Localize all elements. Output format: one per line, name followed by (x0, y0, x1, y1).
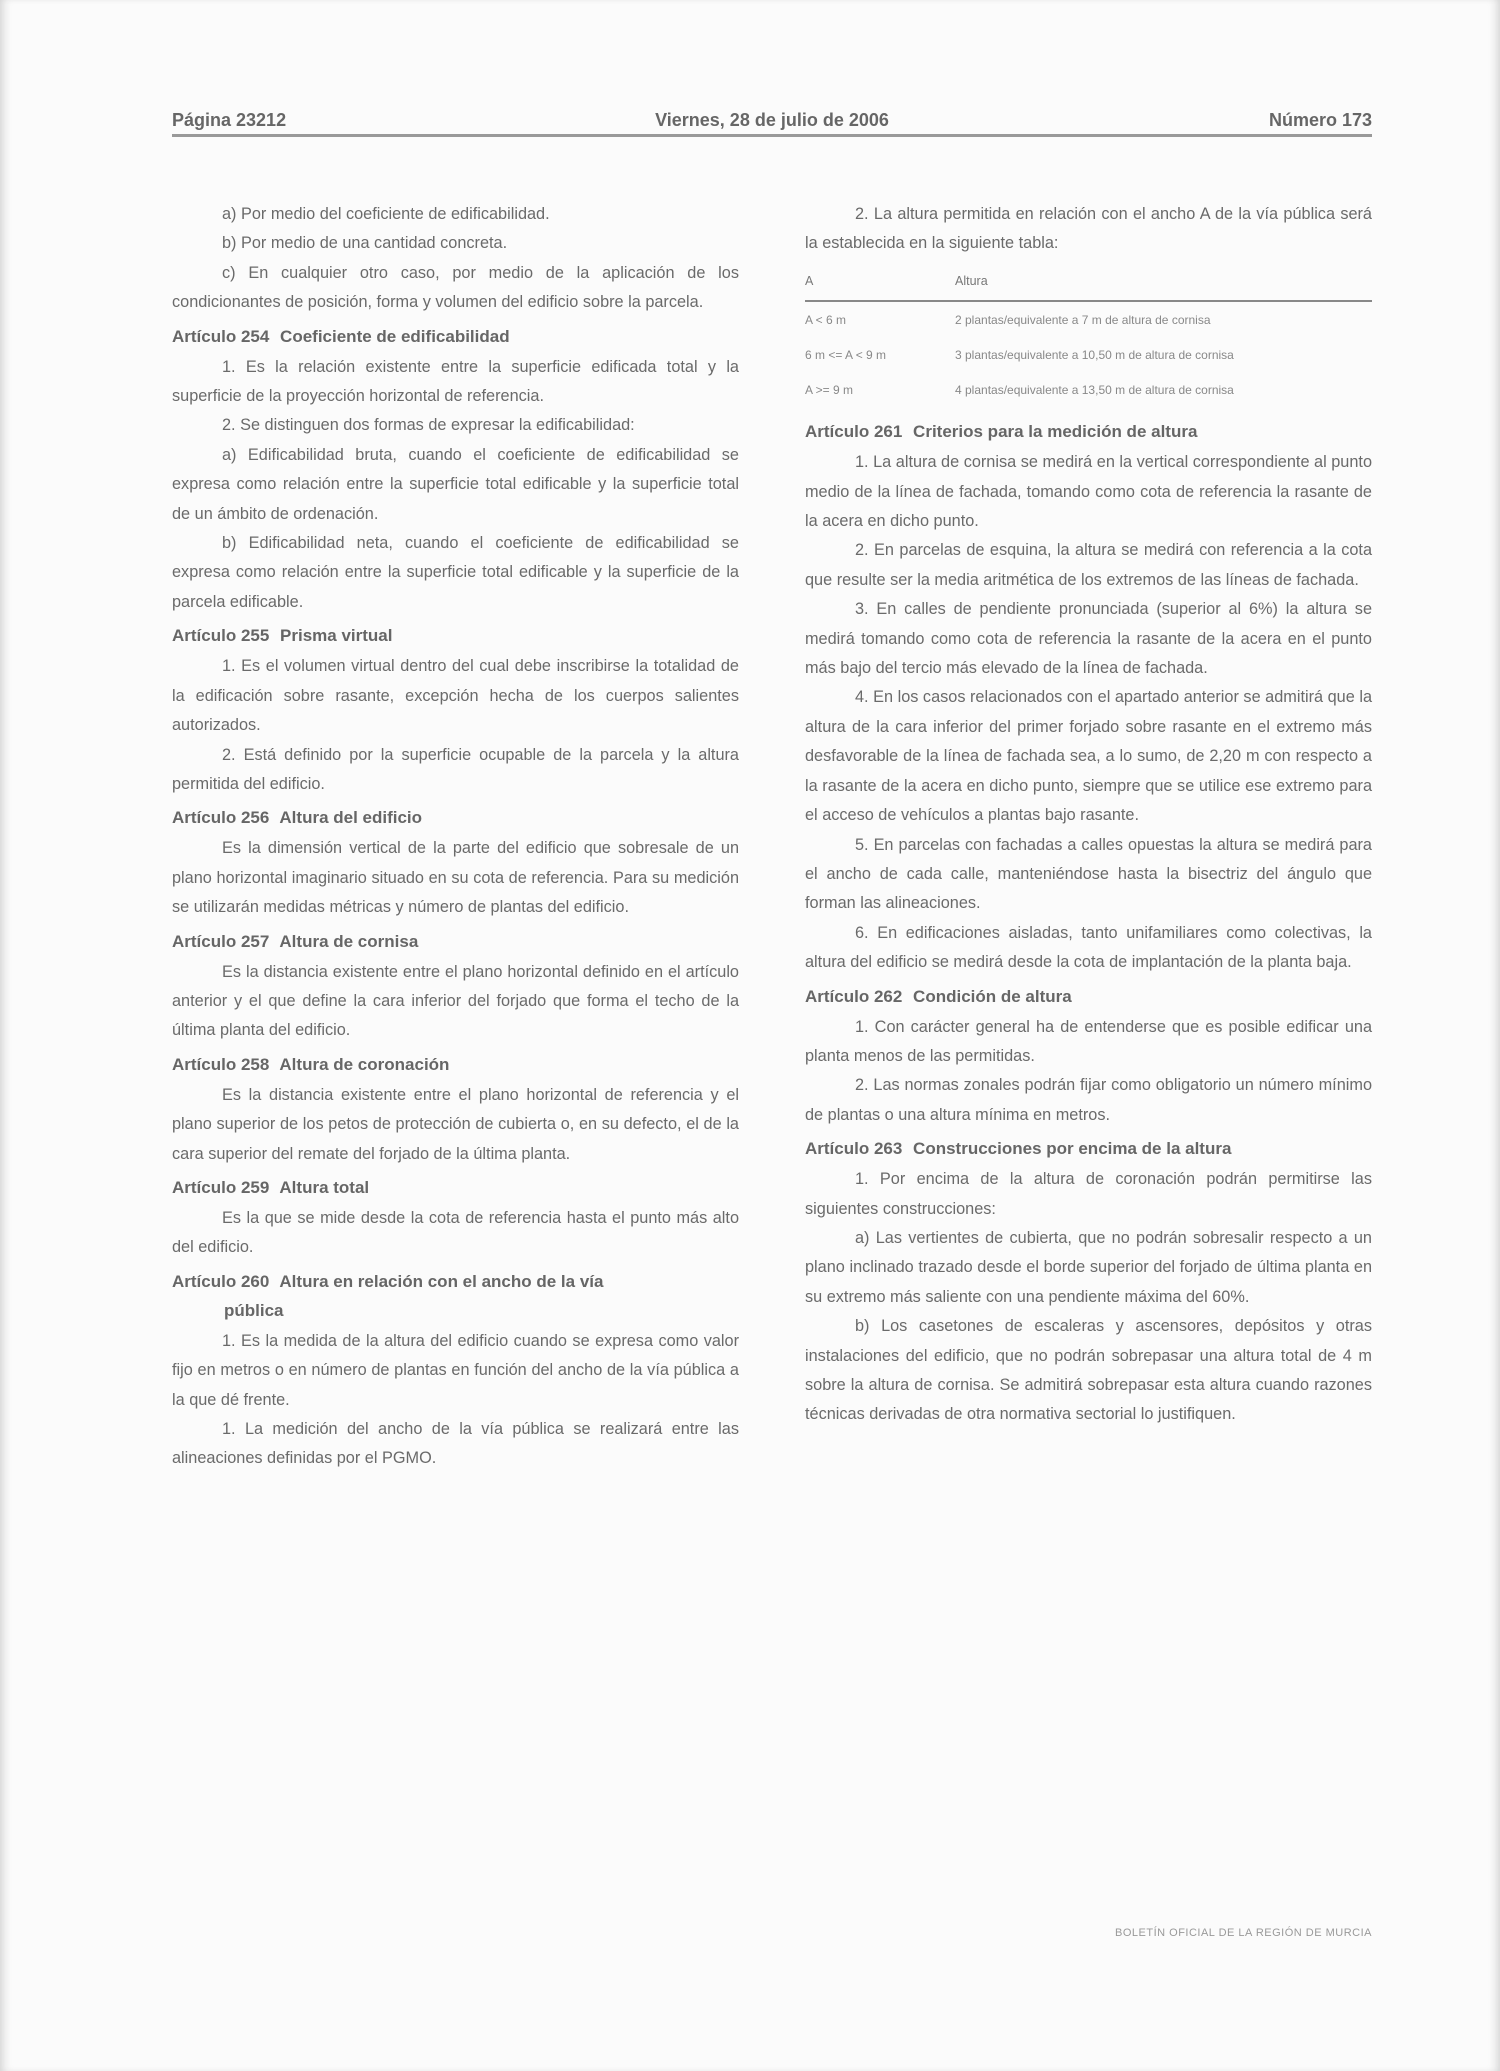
paragraph: b) Por medio de una cantidad concreta. (222, 234, 508, 253)
paragraph: Es la distancia existente entre el plano horizontal definido en el artículo anterior y el que define la cara inferior del forjado que forma el techo de la última planta del edificio. (172, 962, 739, 1040)
article-heading-255: Artículo 255 Prisma virtual (172, 626, 393, 646)
table-header-a: A (805, 265, 955, 301)
publication-date: Viernes, 28 de julio de 2006 (655, 110, 889, 130)
paragraph: a) Edificabilidad bruta, cuando el coeficiente de edificabilidad se expresa como relación entre la superficie total edificable y la superficie total de un ámbito de ordenación. (172, 445, 739, 523)
paragraph: c) En cualquier otro caso, por medio de la aplicación de los condicionantes de posición, forma y volumen del edificio sobre la parcela. (172, 263, 739, 312)
paragraph: 1. Por encima de la altura de coronación podrán permitirse las siguientes construcciones: (805, 1170, 1372, 1218)
paragraph: 2. Se distinguen dos formas de expresar la edificabilidad: (222, 416, 635, 435)
paragraph: a) Por medio del coeficiente de edificabilidad. (222, 205, 550, 223)
table-row: A < 6 m 2 plantas/equivalente a 7 m de altura de cornisa (805, 313, 1211, 328)
paragraph: a) Las vertientes de cubierta, que no podrán sobresalir respecto a un plano inclinado trazado desde el borde superior del forjado de última planta en su extremo más saliente con una pendiente máxima del 60%. (805, 1228, 1372, 1306)
article-heading-263: Artículo 263 Construcciones por encima de la altura (805, 1139, 1232, 1159)
paragraph: 1. Es la relación existente entre la superficie edificada total y la superficie de la proyección horizontal de referencia. (172, 357, 739, 406)
article-heading-257: Artículo 257 Altura de cornisa (172, 931, 419, 951)
right-column (805, 200, 1372, 1430)
header-rule (172, 134, 1372, 137)
left-column (172, 200, 739, 1474)
paragraph: 5. En parcelas con fachadas a calles opuestas la altura se medirá para el ancho de cada calle, manteniéndose hasta la bisectriz del ángulo que forman las alineaciones. (805, 835, 1372, 913)
table-row: 6 m <= A < 9 m 3 plantas/equivalente a 10,50 m de altura de cornisa (805, 348, 1234, 363)
article-heading-259: Artículo 259 Altura total (172, 1177, 370, 1197)
page-header (172, 106, 1372, 136)
table-header-altura: Altura (955, 265, 1372, 301)
paragraph: 1. La medición del ancho de la vía pública se realizará entre las alineaciones definidas por el PGMO. (172, 1420, 739, 1468)
article-heading-260: Artículo 260 Altura en relación con el ancho de la vía pública (172, 1271, 604, 1320)
paragraph: 2. La altura permitida en relación con el ancho A de la vía pública será la establecida en la siguiente tabla: (805, 205, 1372, 253)
paragraph: Es la que se mide desde la cota de referencia hasta el punto más alto del edificio. (172, 1208, 739, 1257)
article-heading-256: Artículo 256 Altura del edificio (172, 808, 423, 828)
article-heading-258: Artículo 258 Altura de coronación (172, 1054, 450, 1074)
paragraph: 2. En parcelas de esquina, la altura se medirá con referencia a la cota que resulte ser la media aritmética de los extremos de las líneas de fachada. (805, 541, 1372, 589)
page-number: Página 23212 (172, 110, 287, 130)
issue-number: Número 173 (1268, 110, 1372, 130)
paragraph: b) Los casetones de escaleras y ascensores, depósitos y otras instalaciones del edificio, que no podrán sobrepasar una altura total de 4 m sobre la altura de cornisa. Se admitirá sobrepasar esta altura cuando razones técnicas derivadas de otra normativa sectorial lo justifiquen. (805, 1317, 1372, 1424)
paragraph: 2. Las normas zonales podrán fijar como obligatorio un número mínimo de plantas o una altura mínima en metros. (805, 1076, 1372, 1124)
article-heading-261: Artículo 261 Criterios para la medición de altura (805, 422, 1198, 442)
paragraph: 4. En los casos relacionados con el apartado anterior se admitirá que la altura de la cara inferior del primer forjado sobre rasante en el extremo más desfavorable de la línea de fachada sea, a lo sumo, de 2,20 m con respecto a la rasante de la acera en dicho punto, siempre que se utilice ese extremo para el acceso de vehículos a plantas bajo rasante. (805, 688, 1372, 825)
paragraph: 2. Está definido por la superficie ocupable de la parcela y la altura permitida del edificio. (172, 745, 739, 793)
paragraph: Es la distancia existente entre el plano horizontal de referencia y el plano superior de los petos de protección de cubierta o, en su defecto, el de la cara superior del remate del forjado de la última planta. (172, 1085, 739, 1163)
table-row: A >= 9 m 4 plantas/equivalente a 13,50 m de altura de cornisa (805, 383, 1234, 398)
height-table (805, 265, 1372, 407)
paragraph: 1. La altura de cornisa se medirá en la vertical correspondiente al punto medio de la línea de fachada, tomando como cota de referencia la rasante de la acera en dicho punto. (805, 453, 1372, 531)
article-heading-262: Artículo 262 Condición de altura (805, 986, 1072, 1006)
article-heading-254: Artículo 254 Coeficiente de edificabilidad (172, 326, 510, 346)
paragraph: b) Edificabilidad neta, cuando el coeficiente de edificabilidad se expresa como relación entre la superficie total edificable y la superficie de la parcela edificable. (172, 534, 739, 611)
paragraph: 1. Con carácter general ha de entenderse que es posible edificar una planta menos de las permitidas. (805, 1017, 1372, 1065)
paragraph: 3. En calles de pendiente pronunciada (superior al 6%) la altura se medirá tomando como cota de referencia la rasante de la acera en el punto más bajo del tercio más elevado de la línea de fachada. (805, 600, 1372, 678)
page-footer: BOLETÍN OFICIAL DE LA REGIÓN DE MURCIA (1115, 1927, 1372, 1939)
paragraph: 1. Es el volumen virtual dentro del cual debe inscribirse la totalidad de la edificación sobre rasante, excepción hecha de los cuerpos salientes autorizados. (172, 657, 739, 735)
paragraph: Es la dimensión vertical de la parte del edificio que sobresale de un plano horizontal imaginario situado en su cota de referencia. Para su medición se utilizarán medidas métricas y número de plantas del edificio. (172, 839, 739, 917)
paragraph: 1. Es la medida de la altura del edificio cuando se expresa como valor fijo en metros o en número de plantas en función del ancho de la vía pública a la que dé frente. (172, 1331, 739, 1409)
paragraph: 6. En edificaciones aisladas, tanto unifamiliares como colectivas, la altura del edificio se medirá desde la cota de implantación de la planta baja. (805, 923, 1372, 972)
